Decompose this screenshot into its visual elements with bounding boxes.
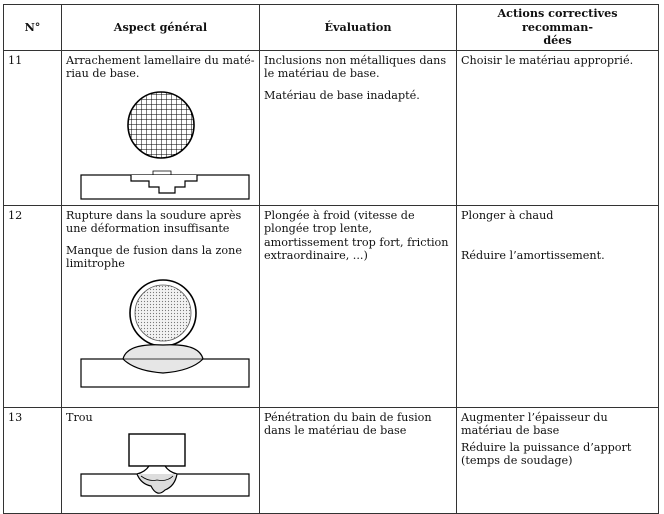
- hole-diagram: [71, 432, 251, 506]
- actions-cell: [457, 407, 659, 513]
- aspect-text: Rupture dans la soudure après une déformation insuffisante: [66, 208, 242, 235]
- evaluation-text: Pénétration du bain de fusion dans le matériau de base: [264, 410, 432, 437]
- header-num: N°: [4, 5, 62, 51]
- row-number: 13: [4, 407, 62, 513]
- defects-table: [3, 4, 659, 514]
- row-number: 12: [4, 205, 62, 407]
- action-text: Plonger à chaud: [461, 208, 554, 222]
- aspect-cell: [62, 50, 260, 205]
- aspect-cell: [62, 205, 260, 407]
- aspect-cell: [62, 407, 260, 513]
- header-aspect: Aspect général: [62, 5, 260, 51]
- actions-cell: [457, 205, 659, 407]
- header-evaluation: Évaluation: [260, 5, 457, 51]
- aspect-text: Trou: [66, 410, 93, 424]
- evaluation-cell: [260, 50, 457, 205]
- evaluation-text: Matériau de base inadapté.: [264, 88, 420, 102]
- actions-cell: [457, 50, 659, 205]
- lamellar-tearing-diagram: [71, 89, 251, 201]
- header-row: [4, 5, 659, 51]
- row-number: 11: [4, 50, 62, 205]
- evaluation-text: Plongée à froid (vitesse de plongée trop lente, amortissement trop fort, friction extraordinaire, ...): [264, 208, 449, 262]
- header-actions: Actions correctives recomman- dées: [457, 5, 659, 51]
- evaluation-cell: [260, 205, 457, 407]
- evaluation-text: Inclusions non métalliques dans le matériau de base.: [264, 53, 447, 80]
- action-text: Choisir le matériau approprié.: [461, 53, 634, 67]
- table-row: [4, 205, 659, 407]
- action-text: Réduire la puissance d’apport (temps de soudage): [461, 440, 632, 467]
- evaluation-cell: [260, 407, 457, 513]
- action-text: Réduire l’amortissement.: [461, 249, 605, 262]
- action-text: Augmenter l’épaisseur du matériau de base: [461, 410, 608, 437]
- table-row: [4, 50, 659, 205]
- lack-of-fusion-diagram: [71, 279, 251, 389]
- aspect-text: Manque de fusion dans la zone limitrophe: [66, 243, 242, 270]
- aspect-text: Arrachement lamellaire du maté- riau de base.: [66, 53, 255, 80]
- table-row: [4, 407, 659, 513]
